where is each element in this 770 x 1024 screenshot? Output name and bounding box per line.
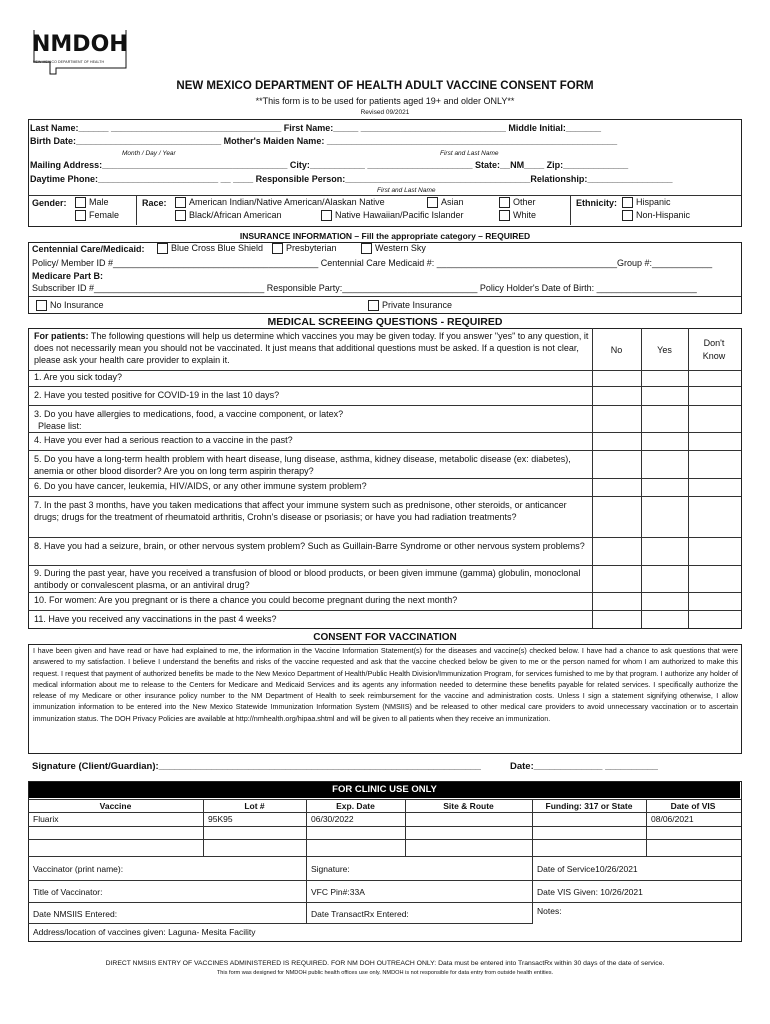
race-black-label: Black/African American [189, 210, 282, 220]
race-asian[interactable] [424, 197, 464, 208]
race-white[interactable] [496, 210, 536, 221]
form-title: NEW MEXICO DEPARTMENT OF HEALTH ADULT VACCINE CONSENT FORM [176, 80, 594, 92]
female-label: Female [89, 210, 120, 220]
col-lot: Lot # [244, 801, 265, 811]
row1-vaccine[interactable]: Fluarix [33, 814, 59, 824]
phone-line[interactable]: Daytime Phone:________________________ __ ____ Responsible Person:_____________________________________Relationship:_________________ [30, 174, 673, 184]
gender-label: Gender: [32, 198, 67, 208]
race-other-label: Other [513, 197, 536, 207]
hispanic-checkbox[interactable] [622, 197, 633, 208]
consent-text: I have been given and have read or have had explained to me, the information in the Vaccine Information Statement(s) for the diseases and vaccine(s) checked below. I have had a chance to ask questions that were answered to my satisfaction. I believe I understand the benefits and risks of the vaccine requested and ask that the vaccine checked below be given to me or the person named for whom I am authorized to make this request. I request that payment of authorized benefits be made to the New Mexico Department of Health/Public Health Division/Immunization Program, for services furnished to me by that program. I authorize any holder of medical information about me to release to the Centers for Medicare and Medicaid Services and its agents any information needed to determine these benefits payable for related services. I specifically authorize the release of my Medicare or other insurance policy number to the NM Department of Health to seek reimbursement for the vaccine and administration costs. Unless I sign a statement signifying otherwise, I allow immunization information to be entered into the New Mexico Statewide Immunization Information System (NMSIIS) and be released to other medical care providers to avoid unnecessary vaccination or to ascertain immunization status. The DOH Privacy Policies are available at http://nmhealth.org/hipaa.shtml and will be given to all patients when they receive an immunization. [33, 646, 738, 723]
vfc-pin-field[interactable]: VFC Pin#:33A [311, 887, 365, 897]
name-line[interactable]: Last Name:______ __________________________________ First Name:_____ _____________________________ Middle Initial:_______ [30, 123, 601, 133]
consent-title: CONSENT FOR VACCINATION [313, 632, 457, 643]
row1-exp-date[interactable]: 06/30/2022 [311, 814, 354, 824]
question-7: 7. In the past 3 months, have you taken medications that affect your immune system such as prednisone, other steroids, or anticancer drugs; drugs for the treatment of rheumatoid arthritis, Crohn's disease or psoriasis; or have you had radiation treatments? [34, 500, 567, 522]
race-black-checkbox[interactable] [175, 210, 186, 221]
race-ai[interactable] [172, 197, 385, 208]
race-asian-checkbox[interactable] [427, 197, 438, 208]
race-hawaiian-label: Native Hawaiian/Pacific Islander [335, 210, 464, 220]
race-white-label: White [513, 210, 537, 220]
question-11: 11. Have you received any vaccinations in the past 4 weeks? [34, 614, 277, 624]
question-6: 6. Do you have cancer, leukemia, HIV/AIDS, or any other immune system problem? [34, 481, 367, 491]
presbyterian-label: Presbyterian [286, 243, 337, 253]
screening-intro: For patients: The following questions will help us determine which vaccines you may be given today. If you answer "yes" to any question, it does not necessarily mean you should not be vaccinated. It just means that additional questions must be asked. If a question is not clear, please ask your health care provider to explain it. [34, 331, 589, 365]
col-exp-date: Exp. Date [336, 801, 375, 811]
consent-date-line[interactable]: Date:_____________ __________ [510, 761, 658, 772]
private-insurance-label: Private Insurance [382, 300, 453, 310]
logo [30, 28, 130, 76]
screening-title: MEDICAL SCREEING QUESTIONS - REQUIRED [267, 316, 503, 328]
screening-col-yes: Yes [657, 345, 672, 355]
col-vaccine: Vaccine [99, 801, 132, 811]
race-hawaiian-checkbox[interactable] [321, 210, 332, 221]
policy-line[interactable]: Policy/ Member ID #_________________________________________ Centennial Care Medicaid #: ____________________________________Group #:____________ [32, 258, 713, 268]
question-8: 8. Have you had a seizure, brain, or other nervous system problem? Such as Guillain-Barre Syndrome or other nervous system problems? [34, 541, 585, 551]
revised-date: Revised 09/2021 [360, 109, 410, 116]
question-5: 5. Do you have a long-term health problem with heart disease, lung disease, asthma, kidney disease, metabolic disease (ex: diabetes), anemia or other blood disorder? Are you on long term aspirin therapy? [34, 454, 571, 476]
question-2: 2. Have you tested positive for COVID-19 in the last 10 days? [34, 390, 280, 400]
notes-field[interactable]: Notes: [537, 906, 562, 916]
non-hispanic-label: Non-Hispanic [636, 210, 691, 220]
logo-text: NMDOH [32, 32, 128, 57]
col-site-route: Site & Route [443, 801, 494, 811]
date-of-service-field[interactable]: Date of Service10/26/2021 [537, 864, 638, 874]
form-subtitle: **This form is to be used for patients aged 19+ and older ONLY** [255, 96, 515, 106]
vaccinator-title-field[interactable]: Title of Vaccinator: [33, 887, 103, 897]
male-label: Male [89, 197, 109, 207]
transactrx-date-field[interactable]: Date TransactRx Entered: [311, 909, 409, 919]
col-funding: Funding: 317 or State [545, 801, 633, 811]
maiden-name-hint: First and Last Name [440, 150, 499, 157]
race-ai-checkbox[interactable] [175, 197, 186, 208]
birthdate-line[interactable]: Birth Date:_____________________________ Mother's Maiden Name: __________________________________________________________ [30, 136, 618, 146]
race-black[interactable] [172, 210, 282, 221]
logo-subtext: NEW MEXICO DEPARTMENT OF HEALTH [33, 60, 105, 64]
non-hispanic-checkbox[interactable] [622, 210, 633, 221]
race-other[interactable] [496, 197, 536, 208]
race-asian-label: Asian [441, 197, 464, 207]
bcbs-label: Blue Cross Blue Shield [171, 243, 264, 253]
female-checkbox[interactable] [75, 210, 86, 221]
race-ai-label: American Indian/Native American/Alaskan Native [189, 197, 385, 207]
signature-line[interactable]: Signature (Client/Guardian):_____________________________________________________________ [32, 761, 481, 772]
race-label: Race: [142, 198, 167, 208]
insurance-title: INSURANCE INFORMATION – Fill the appropriate category – REQUIRED [239, 231, 531, 241]
question-1: 1. Are you sick today? [34, 372, 123, 382]
row1-date-vis[interactable]: 08/06/2021 [651, 814, 694, 824]
gender-male[interactable] [72, 197, 109, 208]
ethnicity-label: Ethnicity: [576, 198, 618, 208]
nmsiis-date-field[interactable]: Date NMSIIS Entered: [33, 909, 118, 919]
responsible-hint: First and Last Name [377, 187, 436, 194]
vaccinator-field[interactable]: Vaccinator (print name): [33, 864, 124, 874]
ethnicity-hispanic[interactable] [619, 197, 671, 208]
address-line[interactable]: Mailing Address:_____________________________________ City:___________ _____________________ State:__NM____ Zip:_____________ [30, 160, 629, 170]
screening-col-dontknow: Don't Know [702, 338, 726, 361]
race-hawaiian[interactable] [318, 210, 464, 221]
medicare-label: Medicare Part B: [32, 271, 104, 281]
question-4: 4. Have you ever had a serious reaction to a vaccine in the past? [34, 435, 293, 445]
col-date-vis: Date of VIS [670, 801, 716, 811]
subscriber-line[interactable]: Subscriber ID #__________________________________ Responsible Party:___________________________ Policy Holder's Date of Birth: ____________________ [32, 283, 697, 293]
dob-hint: Month / Day / Year [122, 150, 176, 157]
question-3: 3. Do you have allergies to medications, food, a vaccine component, or latex? [34, 409, 344, 419]
clinic-title: FOR CLINIC USE ONLY [29, 782, 740, 798]
gender-female[interactable] [72, 210, 119, 221]
footer-notice: DIRECT NMSIIS ENTRY OF VACCINES ADMINISTERED IS REQUIRED. FOR NM DOH OUTREACH ONLY: Data must be entered into TransactRx within 30 days of the date of service. [105, 960, 665, 967]
insurance-box [28, 242, 742, 314]
question-3-list[interactable]: Please list: [38, 421, 82, 431]
race-white-checkbox[interactable] [499, 210, 510, 221]
male-checkbox[interactable] [75, 197, 86, 208]
address-location-field[interactable]: Address/location of vaccines given: Laguna- Mesita Facility [33, 927, 256, 937]
western-sky-label: Western Sky [375, 243, 426, 253]
hispanic-label: Hispanic [636, 197, 671, 207]
no-insurance-label: No Insurance [50, 300, 104, 310]
centennial-label: Centennial Care/Medicaid: [32, 244, 145, 254]
race-other-checkbox[interactable] [499, 197, 510, 208]
ethnicity-non-hispanic[interactable] [619, 210, 690, 221]
date-vis-given-field[interactable]: Date VIS Given: 10/26/2021 [537, 887, 643, 897]
question-10: 10. For women: Are you pregnant or is there a chance you could become pregnant during the next month? [34, 595, 458, 605]
screening-col-no: No [610, 345, 623, 355]
row1-lot[interactable]: 95K95 [208, 814, 233, 824]
footer-disclaimer: This form was designed for NMDOH public health offices use only. NMDOH is not responsible for data entry from outside health entities. [216, 970, 554, 976]
clinic-signature-field[interactable]: Signature: [311, 864, 350, 874]
question-9: 9. During the past year, have you received a transfusion of blood or blood products, or been given immune (gamma) globulin, monoclonal antibody or convalescent plasma, or an antiviral drug? [34, 568, 581, 590]
